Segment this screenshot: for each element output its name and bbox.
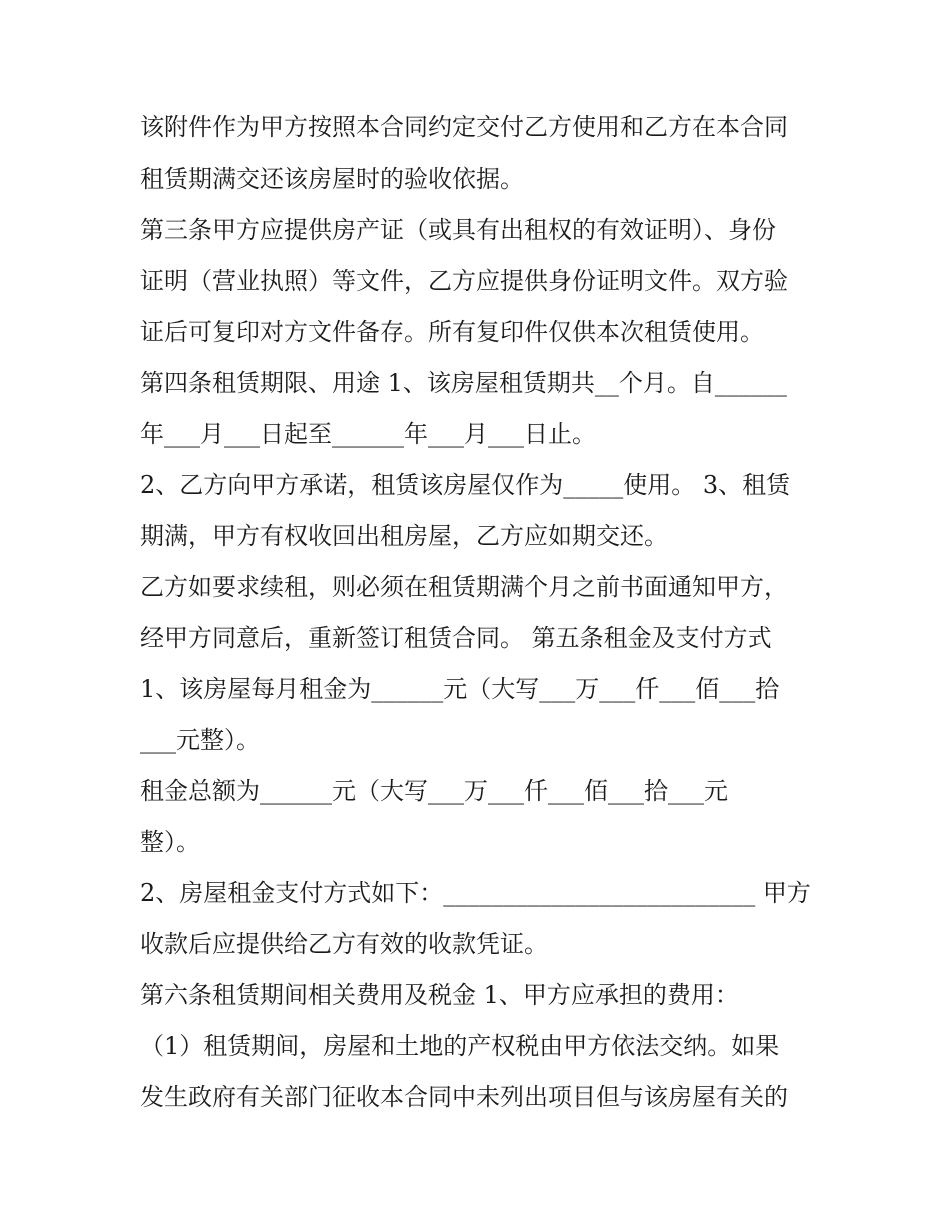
text-line: 第六条租赁期间相关费用及税金 1、甲方应承担的费用： [140, 981, 739, 1009]
text-line: 租金总额为______元（大写___万___仟___佰___拾___元 [140, 777, 728, 805]
text-line: 发生政府有关部门征收本合同中未列出项目但与该房屋有关的 [140, 1083, 788, 1111]
text-line: 该附件作为甲方按照本合同约定交付乙方使用和乙方在本合同 [140, 113, 788, 141]
text-line: 整）。 [140, 828, 200, 856]
text-line: 第三条甲方应提供房产证（或具有出租权的有效证明）、身份 [140, 216, 776, 244]
text-line: 1、该房屋每月租金为______元（大写___万___仟___佰___拾 [140, 675, 780, 703]
text-line: 期满，甲方有权收回出租房屋，乙方应如期交还。 [140, 522, 668, 550]
text-line: 经甲方同意后，重新签订租赁合同。 第五条租金及支付方式 [140, 624, 772, 652]
text-line: 2、乙方向甲方承诺，租赁该房屋仅作为_____使用。 3、租赁 [140, 471, 791, 499]
text-line: 2、房屋租金支付方式如下：__________________________ 甲方 [140, 879, 811, 907]
text-line: （1）租赁期间，房屋和土地的产权税由甲方依法交纳。如果 [140, 1032, 780, 1060]
text-line: 年___月___日起至______年___月___日止。 [140, 420, 596, 448]
text-line: 证明（营业执照）等文件，乙方应提供身份证明文件。双方验 [140, 267, 788, 295]
text-line: 第四条租赁期限、用途 1、该房屋租赁期共__个月。自______ [140, 369, 787, 397]
text-line: ___元整）。 [140, 726, 260, 754]
text-line: 证后可复印对方文件备存。所有复印件仅供本次租赁使用。 [140, 318, 764, 346]
text-line: 乙方如要求续租，则必须在租赁期满个月之前书面通知甲方， [140, 573, 788, 601]
text-line: 租赁期满交还该房屋时的验收依据。 [140, 165, 524, 193]
text-line: 收款后应提供给乙方有效的收款凭证。 [140, 930, 548, 958]
